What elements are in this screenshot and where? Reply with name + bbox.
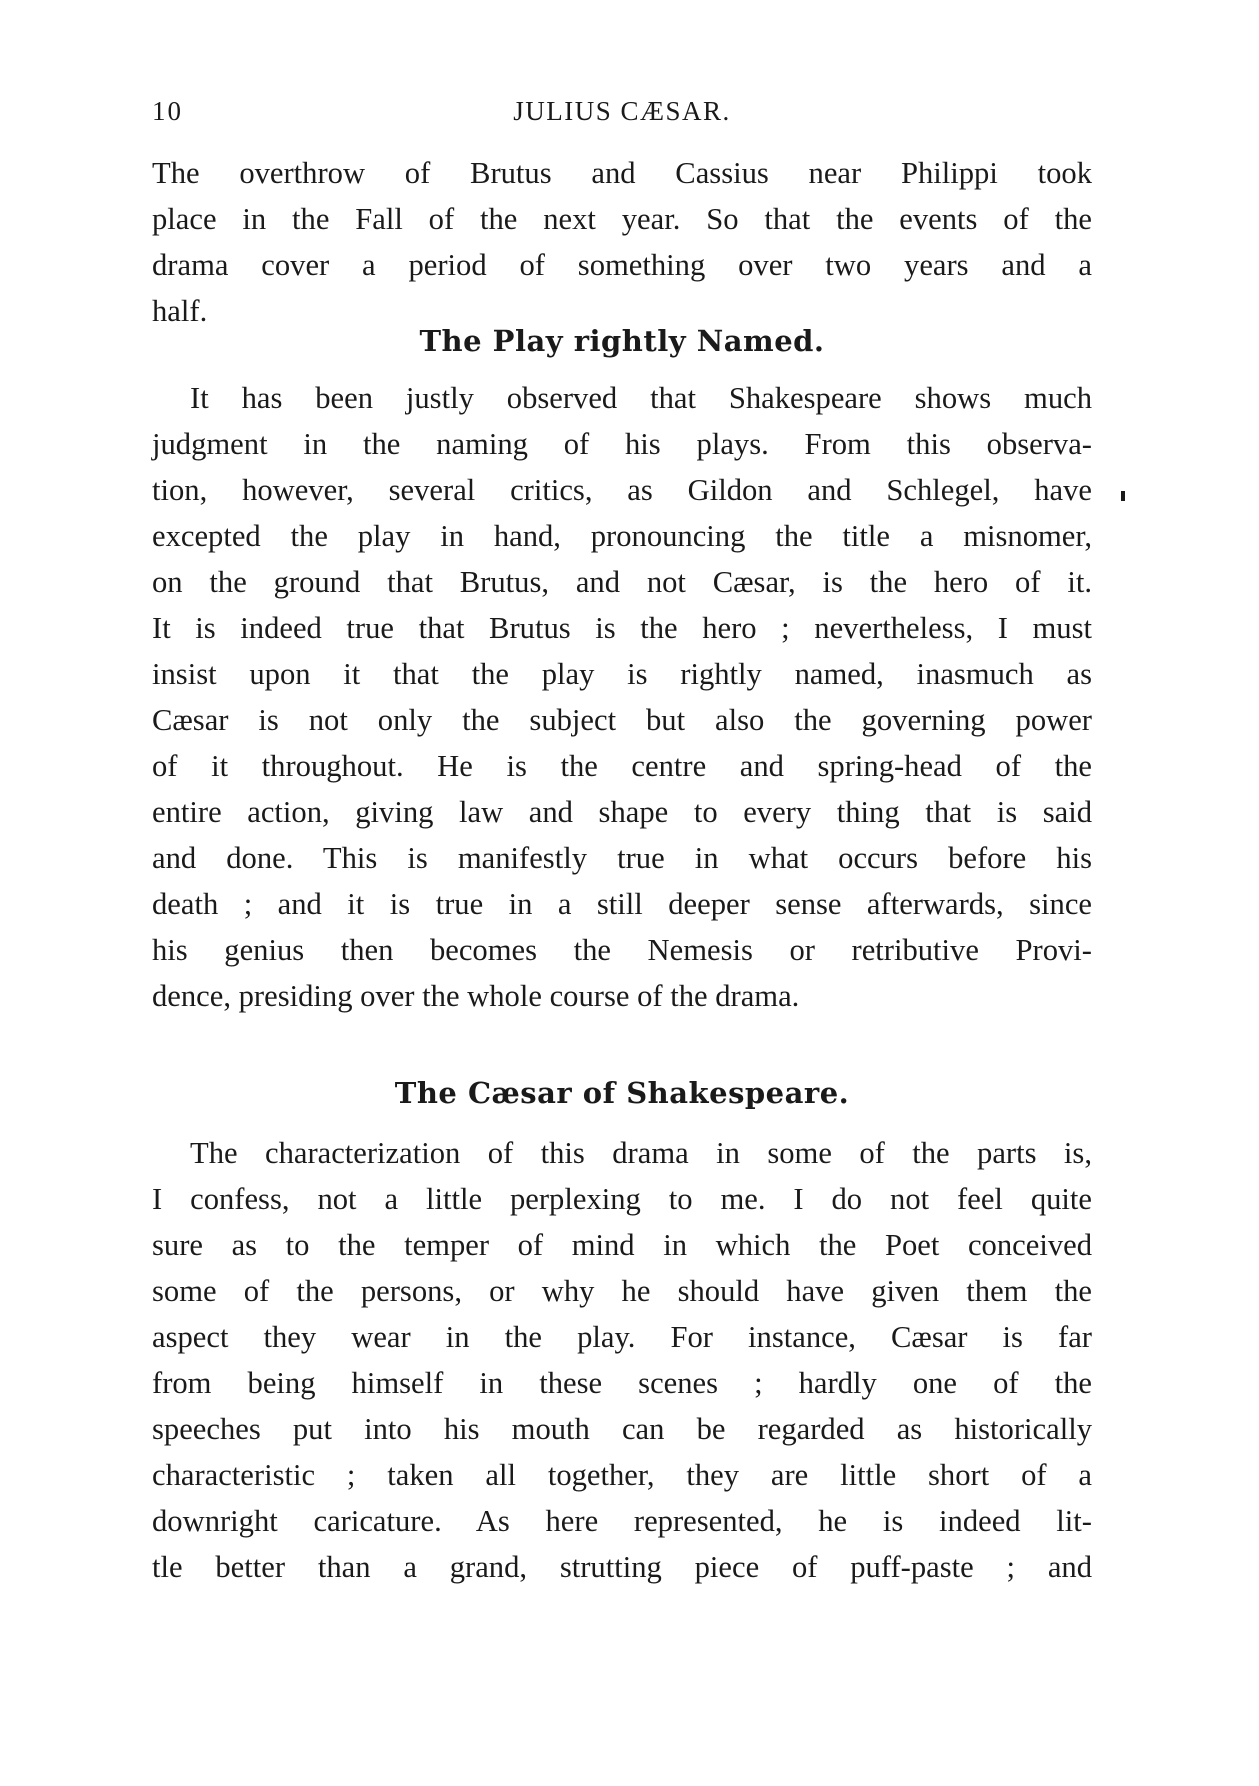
section-heading-caesar-of-shakespeare: The Cæsar of Shakespeare. — [394, 1076, 850, 1110]
running-title: JULIUS CÆSAR. — [513, 96, 731, 126]
section-1-paragraph — [152, 375, 1092, 1019]
text-line: and done. This is manifestly true in what occurs before his — [152, 841, 1092, 875]
text-line: on the ground that Brutus, and not Cæsar, is the hero of it. — [152, 565, 1092, 599]
text-line: sure as to the temper of mind in which the Poet conceived — [152, 1228, 1092, 1262]
text-line: insist upon it that the play is rightly named, inasmuch as — [152, 657, 1092, 691]
text-line: dence, presiding over the whole course of the drama. — [152, 979, 800, 1013]
text-line: place in the Fall of the next year. So that the events of the — [152, 202, 1092, 236]
text-line: judgment in the naming of his plays. From this observa- — [152, 427, 1092, 461]
text-line: death ; and it is true in a still deeper sense afterwards, since — [152, 887, 1092, 921]
text-line: half. — [152, 294, 208, 328]
text-line: of it throughout. He is the centre and spring-head of the — [152, 749, 1092, 783]
text-line: It is indeed true that Brutus is the hero ; nevertheless, I must — [152, 611, 1092, 645]
text-line: downright caricature. As here represented, he is indeed lit- — [152, 1504, 1092, 1538]
text-line: tion, however, several critics, as Gildon and Schlegel, have — [152, 473, 1092, 507]
text-line: speeches put into his mouth can be regarded as historically — [152, 1412, 1092, 1446]
text-line: I confess, not a little perplexing to me. I do not feel quite — [152, 1182, 1092, 1216]
page-number: 10 — [152, 96, 183, 126]
text-line: characteristic ; taken all together, they are little short of a — [152, 1458, 1092, 1492]
section-2-paragraph — [152, 1130, 1092, 1590]
text-line: Cæsar is not only the subject but also the governing power — [152, 703, 1092, 737]
section-heading-play-rightly-named: The Play rightly Named. — [419, 324, 825, 358]
text-line: The characterization of this drama in some of the parts is, — [190, 1136, 1092, 1170]
text-line: It has been justly observed that Shakespeare shows much — [190, 381, 1092, 415]
text-line: aspect they wear in the play. For instance, Cæsar is far — [152, 1320, 1092, 1354]
stray-ink-mark — [1121, 491, 1125, 501]
text-line: some of the persons, or why he should have given them the — [152, 1274, 1092, 1308]
running-head — [152, 96, 1092, 136]
text-line: excepted the play in hand, pronouncing the title a misnomer, — [152, 519, 1092, 553]
text-line: entire action, giving law and shape to every thing that is said — [152, 795, 1092, 829]
text-line: The overthrow of Brutus and Cassius near Philippi took — [152, 156, 1092, 190]
text-line: from being himself in these scenes ; hardly one of the — [152, 1366, 1092, 1400]
intro-paragraph — [152, 150, 1092, 334]
text-line: drama cover a period of something over two years and a — [152, 248, 1092, 282]
text-line: his genius then becomes the Nemesis or retributive Provi- — [152, 933, 1092, 967]
text-line: tle better than a grand, strutting piece of puff-paste ; and — [152, 1550, 1092, 1584]
